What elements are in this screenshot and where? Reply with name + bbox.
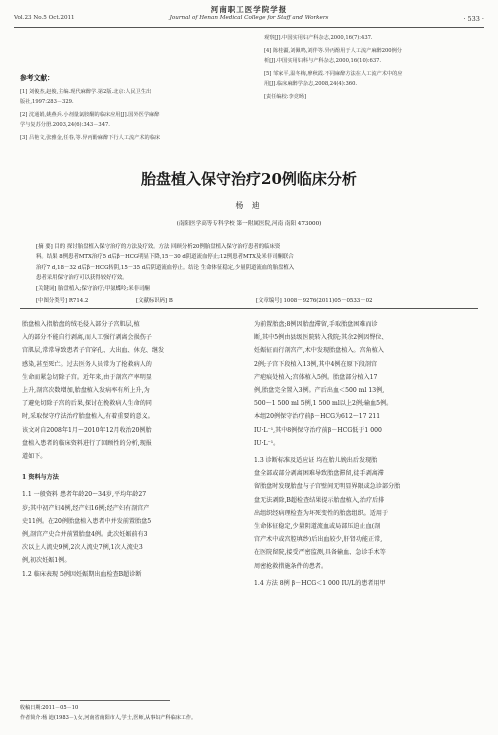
abstract: [36, 242, 464, 283]
journal-title-en: Journal of Henan Medical College for Staff and Workers: [169, 15, 329, 21]
author-bio: 作者简介:杨 迪(1983－),女,河南省南阳市人,学士,医师,从事妇产科临床工作。: [20, 715, 197, 721]
ref-line: [3] 吕艳文,张雅金,任春,等.异丙酚麻醉下行人工流产术的临床: [20, 135, 161, 141]
body-line: 断,其中5例由县级医院转入我院;其余2例因臀位、: [254, 334, 388, 342]
page-number: · 533 ·: [463, 15, 484, 23]
body-line: 感染,甚至死亡。过去医务人员常为了抢救病人的: [22, 360, 152, 368]
ref-line: 用[J].临床麻醉学杂志,2008,24(4):360.: [264, 81, 358, 87]
keywords: [关键词] 胎盘植入;保守治疗;甲氨蝶呤;米非司酮: [36, 286, 150, 292]
footnote-rule: [20, 700, 170, 701]
author-name: 杨 迪: [235, 201, 263, 210]
body-line: 周密抢救措施条件的患者。: [254, 562, 328, 570]
body-line: 盘植入患者的临床资料进行了回顾性的分析,现报: [22, 439, 152, 447]
body-line: 胎盘植入指胎盘的绒毛侵入部分子宫肌层,植: [22, 321, 140, 328]
body-line: 盘全部或部分剥离困难导致胎盘滞留,徒手剥离滞: [254, 470, 384, 478]
abstract-rule: [20, 308, 478, 309]
editor-note: [责任编校:李竞旸]: [264, 94, 307, 100]
body-line: 了避免切除子宫的后果,探讨在挽救病人生命的同: [22, 400, 152, 408]
clc-number: [中图分类号] R714.2: [36, 298, 89, 304]
ref-line: 学与复苏分册.2003,24(6):343－347.: [20, 122, 110, 128]
body-line: 道如下。: [22, 453, 47, 461]
body-line: 上升,剖宫次数增加,胎盘植入发病率有所上升,为: [22, 387, 150, 395]
footnote: [20, 703, 480, 723]
body-line: 岁;其中初产妇4例,经产妇16例;经产妇有剖宫产: [22, 504, 150, 512]
running-header: [14, 15, 484, 25]
body-line: 例,胎盘完全置入3例。产后出血＜500 ml 13例,: [254, 387, 385, 395]
abstract-line: 料。结果 8例患者MTX治疗5 d后β－HCG明显下降,15－30 d阴道流血停止;12例患者MTX及米非司酮联合: [36, 254, 294, 261]
document-code: [文献标识码] B: [136, 298, 173, 304]
abstract-line: [摘 要] 目的 探讨胎盘植入保守治疗的方法及疗效。方法 回顾分析20例胎盘植入保守治疗患者的临床资: [36, 244, 281, 250]
section-heading: 1 资料与方法: [22, 474, 59, 482]
body-line: 例,剖宫产史合并前置胎盘4例。此次妊娠前有3: [22, 531, 148, 539]
body-line: IU·L⁻¹,其中8例保守治疗前β－HCG低于1 000: [254, 426, 382, 434]
body-line: 盘无法剥除,B超检查结果提示胎盘植入,治疗后排: [254, 496, 385, 504]
received-date: 收稿日期:2011－05－10: [20, 705, 79, 711]
body-line: 1.4 方法 8例 β－HCG＜1 000 IU/L的患者用甲: [254, 579, 386, 587]
body-line: 1.3 诊断标准及适应证 均在胎儿娩出后发现胎: [254, 457, 378, 465]
body-line: 次以上人流史9例,2次人流史7例,1次人流史3: [22, 544, 143, 552]
body-line: 1.1 一般资料 患者年龄20～34岁,平均年龄27: [22, 491, 147, 499]
article-title: 胎盘植入保守治疗20例临床分析: [141, 170, 357, 188]
ref-line: [5] 邹家平,温冬梅,廖秋霞.不同麻醉方法在人工流产术中的应: [264, 71, 403, 77]
body-line: 500～1 500 ml 5例,1 500 ml以上2例;输血5例。: [254, 400, 393, 408]
ref-line: 析[J].中国实用妇科与产科杂志,2000,16(10):637.: [264, 58, 382, 64]
ref-line: [4] 陈桂疆,刘佩鸣,刘伴等.异丙酚用于人工流产麻醉200例分: [264, 48, 402, 54]
body-line: 宫肌层,常常导致患者子宫穿孔、大出血、休克、继发: [22, 347, 165, 355]
body-line: 2例;子宫下段植入13例,其中4例在原下段剖宫: [254, 360, 378, 368]
body-line: 妊娠征而行剖宫产,术中发现胎盘植入。宫角植入: [254, 347, 384, 355]
body-line: 本组20例保守治疗前β－HCG为612～17 211: [254, 413, 381, 421]
body-line: 例,初次妊娠1例。: [22, 557, 71, 565]
affiliation: (南阳医学高等专科学校 第一附属医院,河南 南阳 473000): [176, 221, 322, 227]
body-line: 出组织经病理检查为坏死变性的胎盘组织。适用于: [254, 509, 389, 517]
volume-info: Vol.23 No.5 Oct.2011: [14, 15, 75, 21]
abstract-line: 治疗7 d,18－32 d后β－HCG转阴,15－35 d后阴道流血停止。结论 生命体征稳定,少量阴道流血的胎盘植入: [36, 264, 295, 271]
ref-line: [2] 沈通娟,姚燕兵.小剂量氯胺酮的临床应用[J].国外医学麻醉: [20, 112, 160, 118]
body-line: 留胎盘时发现胎盘与子宫壁间无明显界限或急诊部分胎: [254, 483, 401, 491]
ref-line: 观察[J].中国实用妇产科杂志,2000,16(7):437.: [264, 35, 373, 41]
body-line: 时,采取保守疗法治疗胎盘植入,有着重要的意义。: [22, 413, 154, 421]
body-line: 生命体征稳定,少量阴道流血或局部压迫止血(剖: [254, 523, 381, 531]
ref-line: 版社,1997:283－329.: [20, 99, 74, 105]
body-line: 该文对自2008年1月～2010年12月收治20例胎: [22, 426, 152, 434]
body-line: 为前置胎盘;8例因胎盘滞留,手取胎盘困难而诊: [254, 321, 378, 328]
references-heading: 参考文献：: [20, 74, 54, 82]
body-line: 生命而紧急切除子宫。近年来,由于剖宫产率明显: [22, 373, 152, 381]
body-line: 入的部分不能自行剥离,而人工强行剥离会损伤子: [22, 334, 152, 342]
body-column-right: [254, 318, 482, 590]
body-line: 在医院留院,接受严密监测,具备输血、急诊手术等: [254, 549, 386, 557]
ref-line: [1] 刘俊杰,赵俊,主编.现代麻醉学.第2版.北京:人民卫生出: [20, 89, 152, 95]
body-line: 产疤痕处植入;宫体植入5例。胎盘部分植入17: [254, 373, 378, 381]
abstract-line: 患者采用保守治疗可以获得较好疗效。: [36, 274, 128, 281]
header-rule: [14, 27, 484, 28]
body-line: 宫产术中或宫腔填纱)后出血较少,肝肾功能正常,: [254, 536, 383, 544]
body-line: 1.2 临床表现 5例因妊娠期出血检查B超诊断: [22, 570, 142, 578]
body-line: 史11例。在20例胎盘植入患者中并发前置胎盘5: [22, 517, 152, 525]
body-line: IU·L⁻¹。: [254, 439, 280, 447]
article-number: [文章编号] 1008－9276(2011)05－0533－02: [256, 298, 373, 304]
body-column-left: [22, 318, 246, 581]
journal-name-header: 河南职工医学院学报: [210, 5, 288, 14]
